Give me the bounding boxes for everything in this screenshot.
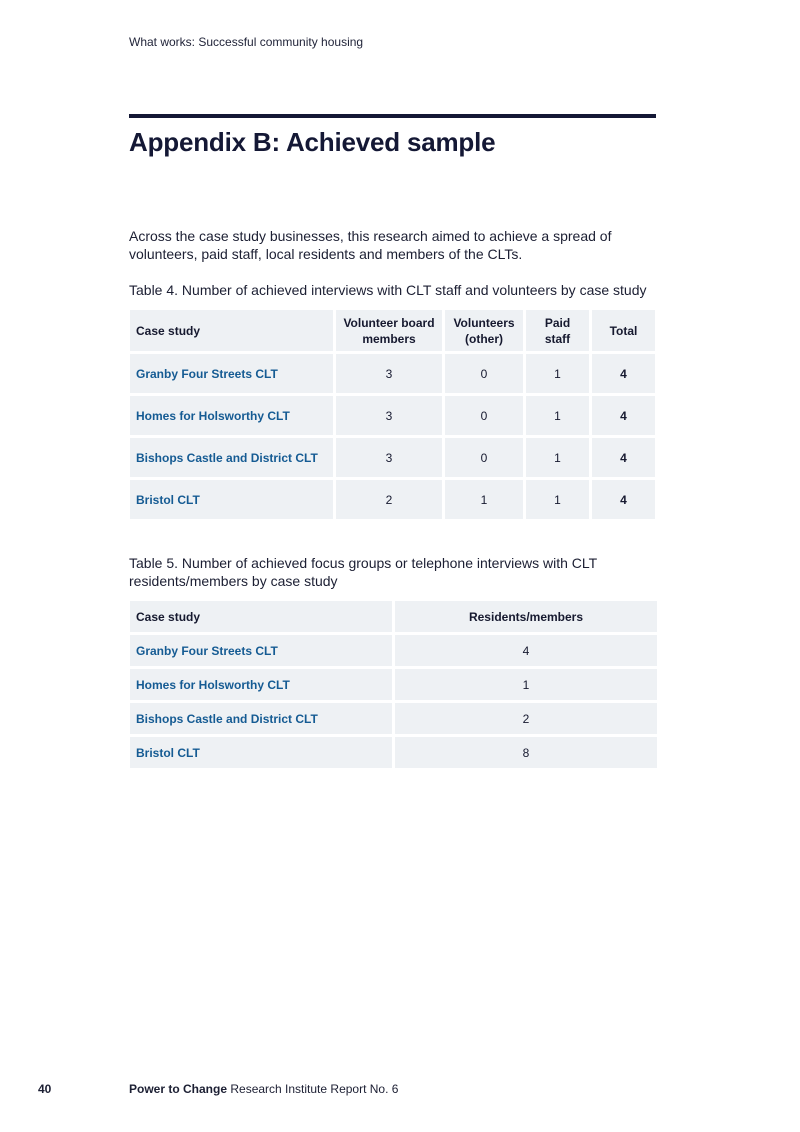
volunteers-other-cell: 0 [445, 396, 523, 435]
intro-paragraph: Across the case study businesses, this research aimed to achieve a spread of volunteers, paid staff, local residents and members of the CLTs. [129, 228, 612, 262]
col-header-paid-staff: Paid staff [526, 310, 589, 351]
footer-publisher: Power to Change [129, 1082, 228, 1096]
volunteer-board-cell: 3 [336, 438, 442, 477]
paid-staff-cell: 1 [526, 480, 589, 519]
paid-staff-cell: 1 [526, 354, 589, 393]
table-row [130, 354, 655, 393]
table-row [130, 737, 657, 768]
volunteer-board-cell: 3 [336, 396, 442, 435]
table-header-row [130, 310, 655, 351]
table5-caption: Table 5. Number of achieved focus groups or telephone interviews with CLT residents/members by case study [129, 555, 597, 589]
total-cell: 4 [592, 438, 655, 477]
title-rule [129, 114, 656, 118]
col-header-case-study: Case study [130, 601, 392, 632]
total-cell: 4 [592, 396, 655, 435]
residents-members-cell: 4 [395, 635, 657, 666]
table4-caption: Table 4. Number of achieved interviews with CLT staff and volunteers by case study [129, 282, 647, 298]
table-header-row [130, 601, 657, 632]
col-header-total: Total [592, 310, 655, 351]
col-header-volunteer-board: Volunteer board members [336, 310, 442, 351]
col-header-case-study: Case study [130, 310, 333, 351]
table4 [127, 307, 658, 522]
table-row [130, 396, 655, 435]
table-row [130, 669, 657, 700]
case-study-link[interactable]: Bishops Castle and District CLT [130, 703, 392, 734]
residents-members-cell: 1 [395, 669, 657, 700]
table5 [127, 598, 660, 771]
page-number: 40 [38, 1082, 52, 1096]
volunteers-other-cell: 0 [445, 354, 523, 393]
table-row [130, 438, 655, 477]
case-study-link[interactable]: Bristol CLT [130, 737, 392, 768]
paid-staff-cell: 1 [526, 396, 589, 435]
table-row [130, 703, 657, 734]
paid-staff-cell: 1 [526, 438, 589, 477]
volunteer-board-cell: 3 [336, 354, 442, 393]
case-study-link[interactable]: Bristol CLT [130, 480, 333, 519]
residents-members-cell: 8 [395, 737, 657, 768]
case-study-link[interactable]: Granby Four Streets CLT [130, 354, 333, 393]
case-study-link[interactable]: Homes for Holsworthy CLT [130, 669, 392, 700]
col-header-residents-members: Residents/members [395, 601, 657, 632]
volunteers-other-cell: 1 [445, 480, 523, 519]
volunteers-other-cell: 0 [445, 438, 523, 477]
footer-report: Research Institute Report No. 6 [227, 1082, 399, 1096]
total-cell: 4 [592, 354, 655, 393]
total-cell: 4 [592, 480, 655, 519]
case-study-link[interactable]: Homes for Holsworthy CLT [130, 396, 333, 435]
residents-members-cell: 2 [395, 703, 657, 734]
case-study-link[interactable]: Granby Four Streets CLT [130, 635, 392, 666]
table-row [130, 635, 657, 666]
page-title: Appendix B: Achieved sample [129, 127, 496, 157]
footer-citation [129, 1082, 398, 1096]
col-header-volunteers-other: Volunteers (other) [445, 310, 523, 351]
volunteer-board-cell: 2 [336, 480, 442, 519]
case-study-link[interactable]: Bishops Castle and District CLT [130, 438, 333, 477]
table-row [130, 480, 655, 519]
running-head: What works: Successful community housing [129, 35, 364, 49]
